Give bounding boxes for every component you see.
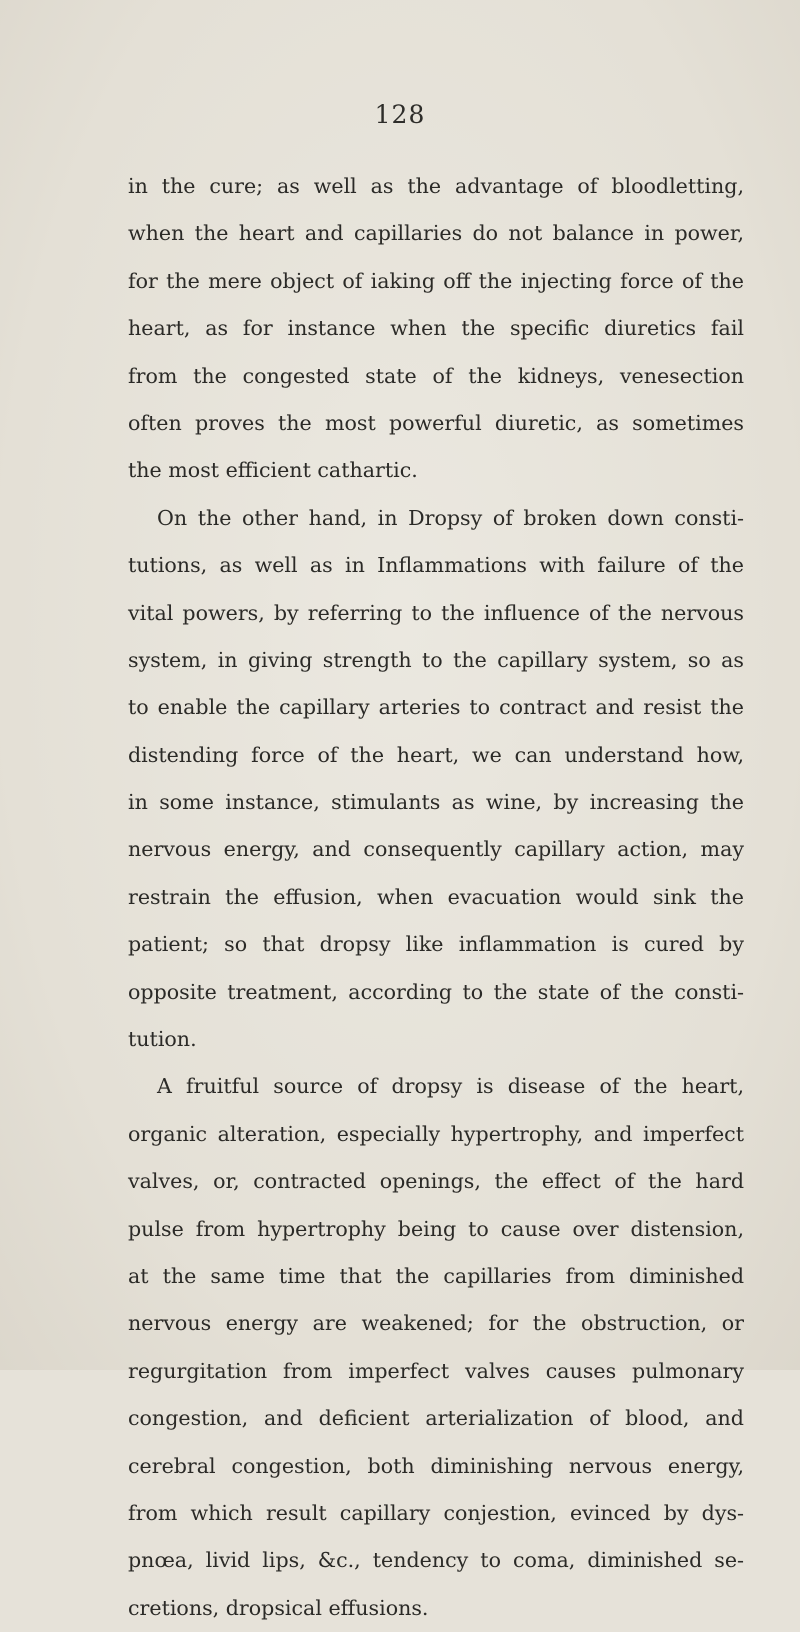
text-line: when the heart and capillaries do not balance in power,: [128, 221, 744, 246]
body-text: [128, 163, 744, 1632]
text-line: cretions, dropsical effusions.: [128, 1595, 429, 1620]
text-line: often proves the most powerful diuretic, as sometimes: [128, 410, 744, 435]
text-line: opposite treatment, according to the state of the consti-: [128, 979, 744, 1004]
text-line: the most efficient cathartic.: [128, 458, 418, 483]
text-line: nervous energy, and consequently capillary action, may: [128, 837, 744, 862]
text-line: cerebral congestion, both diminishing nervous energy,: [128, 1453, 744, 1478]
text-line: in some instance, stimulants as wine, by increasing the: [128, 790, 744, 815]
text-line: from which result capillary conjestion, evinced by dys-: [128, 1500, 744, 1525]
text-line: at the same time that the capillaries from diminished: [128, 1263, 744, 1288]
text-line: A fruitful source of dropsy is disease of the heart,: [157, 1074, 744, 1099]
text-line: vital powers, by referring to the influence of the nervous: [128, 600, 744, 625]
text-line: pnœa, livid lips, &c., tendency to coma, diminished se-: [128, 1548, 744, 1573]
text-line: tution.: [128, 1027, 197, 1052]
text-line: nervous energy are weakened; for the obstruction, or: [128, 1311, 744, 1336]
text-line: On the other hand, in Dropsy of broken down consti-: [157, 505, 744, 530]
text-line: restrain the effusion, when evacuation would sink the: [128, 884, 744, 909]
text-line: patient; so that dropsy like inflammation is cured by: [128, 932, 744, 957]
text-line: congestion, and deficient arterialization of blood, and: [128, 1406, 744, 1431]
text-line: for the mere object of iaking off the injecting force of the: [128, 268, 744, 293]
text-line: tutions, as well as in Inflammations with failure of the: [128, 553, 744, 578]
text-line: valves, or, contracted openings, the effect of the hard: [128, 1169, 744, 1194]
text-line: distending force of the heart, we can understand how,: [128, 742, 744, 767]
text-line: system, in giving strength to the capillary system, so as: [128, 647, 744, 672]
page-number: 128: [374, 100, 426, 129]
text-line: organic alteration, especially hypertrophy, and imperfect: [128, 1121, 744, 1146]
text-line: from the congested state of the kidneys, venesection: [128, 363, 744, 388]
text-line: heart, as for instance when the specific diuretics fail: [128, 316, 744, 341]
text-line: regurgitation from imperfect valves causes pulmonary: [128, 1358, 744, 1383]
text-line: pulse from hypertrophy being to cause over distension,: [128, 1216, 744, 1241]
text-line: to enable the capillary arteries to contract and resist the: [128, 695, 744, 720]
text-line: in the cure; as well as the advantage of bloodletting,: [128, 174, 744, 198]
